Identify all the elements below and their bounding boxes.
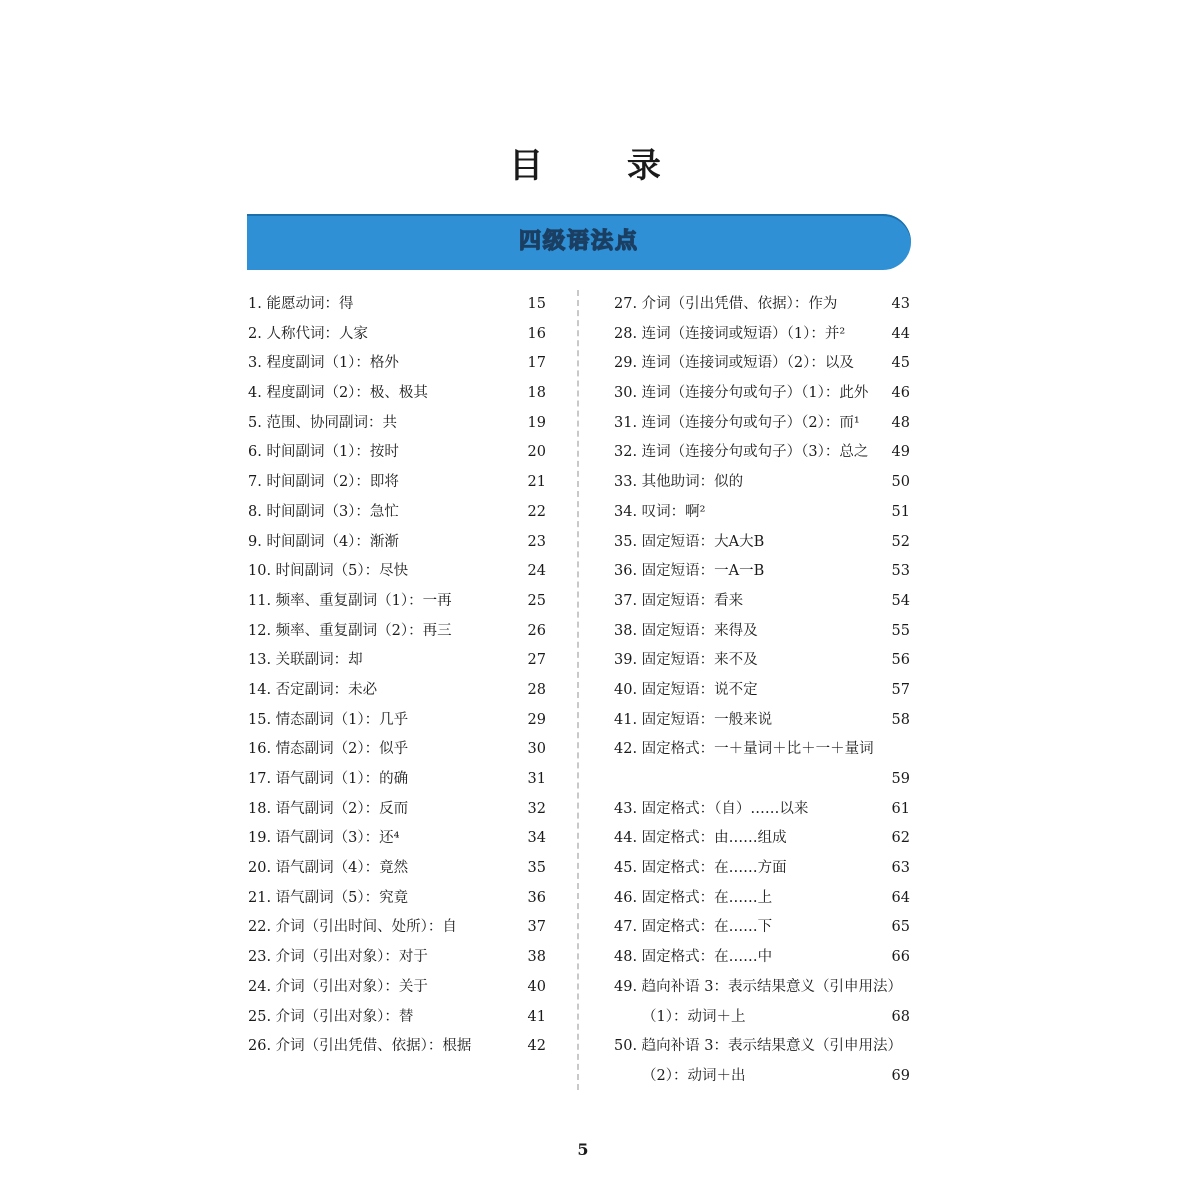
toc-entry-page: 68 bbox=[891, 1008, 910, 1025]
toc-entry-label: 7. 时间副词（2）：即将 bbox=[248, 474, 399, 491]
toc-entry[interactable] bbox=[614, 587, 914, 617]
toc-entry[interactable] bbox=[614, 1032, 914, 1062]
toc-entry-label: 19. 语气副词（3）：还⁴ bbox=[248, 830, 400, 847]
toc-entry-label: 48. 固定格式：在……中 bbox=[614, 949, 773, 966]
toc-entry[interactable] bbox=[248, 349, 560, 379]
toc-entry[interactable] bbox=[248, 617, 560, 647]
toc-entry-page: 36 bbox=[527, 889, 546, 906]
toc-entry-label: 26. 介词（引出凭借、依据）：根据 bbox=[248, 1038, 472, 1055]
toc-entry[interactable] bbox=[614, 706, 914, 736]
toc-entry-label: 1. 能愿动词：得 bbox=[248, 296, 354, 312]
toc-entry[interactable] bbox=[614, 765, 914, 795]
toc-entry[interactable] bbox=[248, 884, 560, 914]
toc-entry-label: 16. 情态副词（2）：似乎 bbox=[248, 741, 409, 758]
toc-entry[interactable] bbox=[248, 765, 560, 795]
toc-entry-label: 33. 其他助词：似的 bbox=[614, 474, 744, 491]
toc-entry-page: 56 bbox=[891, 652, 910, 669]
toc-entry-label: 50. 趋向补语 3：表示结果意义（引申用法） bbox=[614, 1038, 903, 1055]
toc-entry[interactable] bbox=[614, 676, 914, 706]
toc-entry[interactable] bbox=[614, 498, 914, 528]
toc-entry-label: 23. 介词（引出对象）：对于 bbox=[248, 949, 428, 966]
toc-entry-label: 14. 否定副词：未必 bbox=[248, 681, 378, 698]
toc-entry-page: 21 bbox=[527, 474, 546, 491]
toc-entry-label: 15. 情态副词（1）：几乎 bbox=[248, 711, 409, 728]
toc-entry-page: 40 bbox=[527, 978, 546, 995]
toc-entry-page: 54 bbox=[891, 592, 910, 609]
toc-entry-page: 64 bbox=[891, 889, 910, 906]
toc-entry-label: 39. 固定短语：来不及 bbox=[614, 652, 758, 669]
toc-entry-page: 43 bbox=[891, 296, 910, 312]
toc-entry-label: 36. 固定短语：一A一B bbox=[614, 563, 765, 580]
toc-entry[interactable] bbox=[614, 528, 914, 558]
toc-entry-label: 49. 趋向补语 3：表示结果意义（引申用法） bbox=[614, 978, 903, 995]
toc-entry-label: 2. 人称代词：人家 bbox=[248, 325, 368, 342]
toc-entry-label: 13. 关联副词：却 bbox=[248, 652, 363, 669]
toc-entry[interactable] bbox=[248, 706, 560, 736]
toc-entry-page: 37 bbox=[527, 919, 546, 936]
toc-entry-label: 44. 固定格式：由……组成 bbox=[614, 830, 787, 847]
toc-entry[interactable] bbox=[248, 379, 560, 409]
toc-entry[interactable] bbox=[248, 587, 560, 617]
toc-entry[interactable] bbox=[614, 646, 914, 676]
toc-entry[interactable] bbox=[248, 528, 560, 558]
toc-entry-page: 26 bbox=[527, 622, 546, 639]
toc-entry[interactable] bbox=[248, 1003, 560, 1033]
toc-entry[interactable] bbox=[248, 290, 560, 320]
toc-entry-page: 52 bbox=[891, 533, 910, 550]
toc-entry-page: 61 bbox=[891, 800, 910, 817]
toc-entry-page: 30 bbox=[527, 741, 546, 758]
toc-entry-page: 15 bbox=[527, 296, 546, 312]
toc-entry-label: 27. 介词（引出凭借、依据）：作为 bbox=[614, 296, 838, 312]
toc-entry-page: 51 bbox=[891, 503, 910, 520]
toc-entry-page: 27 bbox=[527, 652, 546, 669]
section-banner bbox=[247, 214, 911, 270]
toc-entry[interactable] bbox=[248, 468, 560, 498]
toc-entry-label: 40. 固定短语：说不定 bbox=[614, 681, 758, 698]
toc-entry-page: 45 bbox=[891, 355, 910, 372]
toc-entry-label: 46. 固定格式：在……上 bbox=[614, 889, 773, 906]
toc-entry-page: 32 bbox=[527, 800, 546, 817]
toc-entry-page: 18 bbox=[527, 385, 546, 402]
toc-entry[interactable] bbox=[614, 973, 914, 1003]
toc-entry-label: （2）：动词＋出 bbox=[642, 1067, 746, 1084]
toc-entry-label: 22. 介词（引出时间、处所）：自 bbox=[248, 919, 457, 936]
toc-entry-label: 17. 语气副词（1）：的确 bbox=[248, 771, 409, 787]
toc-entry-label: 38. 固定短语：来得及 bbox=[614, 622, 758, 639]
toc-entry-page: 23 bbox=[527, 533, 546, 550]
toc-entry-page: 58 bbox=[891, 711, 910, 728]
toc-entry-label: 45. 固定格式：在……方面 bbox=[614, 860, 787, 877]
toc-entry[interactable] bbox=[614, 1003, 914, 1033]
toc-entry-label: 4. 程度副词（2）：极、极其 bbox=[248, 385, 428, 402]
toc-entry[interactable] bbox=[248, 824, 560, 854]
toc-entry[interactable] bbox=[248, 676, 560, 706]
toc-entry-label: 29. 连词（连接词或短语）（2）：以及 bbox=[614, 355, 854, 372]
toc-entry-label: 41. 固定短语：一般来说 bbox=[614, 711, 773, 728]
toc-entry-label: （1）：动词＋上 bbox=[642, 1008, 746, 1025]
toc-entry-page: 49 bbox=[891, 444, 910, 461]
toc-entry-page: 25 bbox=[527, 592, 546, 609]
toc-entry[interactable] bbox=[248, 498, 560, 528]
toc-entry-page: 53 bbox=[891, 563, 910, 580]
toc-entry[interactable] bbox=[614, 290, 914, 320]
toc-entry-page: 46 bbox=[891, 385, 910, 402]
toc-entry-label: 5. 范围、协同副词：共 bbox=[248, 414, 397, 431]
toc-entry-page: 65 bbox=[891, 919, 910, 936]
toc-entry-label: 30. 连词（连接分句或句子）（1）：此外 bbox=[614, 385, 869, 402]
toc-entry-label: 47. 固定格式：在……下 bbox=[614, 919, 773, 936]
page-title: 目 录 bbox=[509, 146, 697, 186]
toc-entry[interactable] bbox=[248, 557, 560, 587]
toc-entry-page: 55 bbox=[891, 622, 910, 639]
toc-entry-label: 6. 时间副词（1）：按时 bbox=[248, 444, 399, 461]
toc-entry[interactable] bbox=[614, 557, 914, 587]
toc-entry-label: 21. 语气副词（5）：究竟 bbox=[248, 889, 409, 906]
toc-entry-page: 22 bbox=[527, 503, 546, 520]
section-banner-label: 四级语法点 bbox=[518, 229, 639, 254]
toc-entry-page: 44 bbox=[891, 325, 910, 342]
toc-entry-page: 63 bbox=[891, 860, 910, 877]
toc-entry-page: 16 bbox=[527, 325, 546, 342]
toc-entry[interactable] bbox=[248, 973, 560, 1003]
toc-entry-page: 41 bbox=[527, 1008, 546, 1025]
toc-entry-label: 20. 语气副词（4）：竟然 bbox=[248, 860, 409, 877]
toc-entry[interactable] bbox=[614, 438, 914, 468]
toc-entry[interactable] bbox=[614, 943, 914, 973]
toc-entry[interactable] bbox=[614, 854, 914, 884]
toc-entry-label: 18. 语气副词（2）：反而 bbox=[248, 800, 409, 817]
toc-entry-label: 9. 时间副词（4）：渐渐 bbox=[248, 533, 399, 550]
toc-entry-label: 35. 固定短语：大A大B bbox=[614, 533, 765, 550]
toc-entry[interactable] bbox=[614, 617, 914, 647]
toc-entry[interactable] bbox=[248, 409, 560, 439]
toc-entry[interactable] bbox=[614, 913, 914, 943]
toc-entry[interactable] bbox=[614, 409, 914, 439]
toc-entry-page: 34 bbox=[527, 830, 546, 847]
toc-entry[interactable] bbox=[614, 349, 914, 379]
toc-entry-page: 50 bbox=[891, 474, 910, 491]
toc-entry-page: 35 bbox=[527, 860, 546, 877]
toc-entry[interactable] bbox=[614, 884, 914, 914]
toc-entry-label: 31. 连词（连接分句或句子）（2）：而¹ bbox=[614, 414, 860, 431]
toc-entry-label: 37. 固定短语：看来 bbox=[614, 592, 744, 609]
toc-entry-page: 48 bbox=[891, 414, 910, 431]
toc-entry-page: 38 bbox=[527, 949, 546, 966]
toc-entry[interactable] bbox=[614, 320, 914, 350]
toc-entry-label: 8. 时间副词（3）：急忙 bbox=[248, 503, 399, 520]
toc-entry[interactable] bbox=[248, 913, 560, 943]
toc-right-column bbox=[614, 290, 914, 1092]
toc-entry-page: 66 bbox=[891, 949, 910, 966]
toc-left-column bbox=[248, 290, 560, 1062]
toc-entry[interactable] bbox=[614, 824, 914, 854]
toc-entry[interactable] bbox=[614, 379, 914, 409]
toc-entry-label: 28. 连词（连接词或短语）（1）：并² bbox=[614, 325, 846, 342]
toc-entry-page: 19 bbox=[527, 414, 546, 431]
toc-entry-label: 11. 频率、重复副词（1）：一再 bbox=[248, 592, 452, 609]
toc-entry-page: 17 bbox=[527, 355, 546, 372]
toc-entry-label: 10. 时间副词（5）：尽快 bbox=[248, 563, 409, 580]
toc-entry-page: 20 bbox=[527, 444, 546, 461]
toc-entry-label: 3. 程度副词（1）：格外 bbox=[248, 355, 399, 372]
toc-entry[interactable] bbox=[614, 795, 914, 825]
toc-entry-page: 62 bbox=[891, 830, 910, 847]
toc-entry[interactable] bbox=[248, 1032, 560, 1062]
toc-entry[interactable] bbox=[248, 854, 560, 884]
toc-entry-page: 28 bbox=[527, 681, 546, 698]
toc-entry-label: 42. 固定格式：一＋量词＋比＋一＋量词 bbox=[614, 741, 874, 758]
toc-entry-label: 24. 介词（引出对象）：关于 bbox=[248, 978, 428, 995]
page-number: 5 bbox=[577, 1140, 589, 1159]
toc-entry-page: 57 bbox=[891, 681, 910, 698]
toc-entry-page: 69 bbox=[891, 1067, 910, 1084]
toc-entry-page: 42 bbox=[527, 1038, 546, 1055]
toc-entry[interactable] bbox=[248, 646, 560, 676]
toc-entry-label: 34. 叹词：啊² bbox=[614, 503, 706, 520]
toc-entry[interactable] bbox=[614, 1062, 914, 1092]
toc-entry[interactable] bbox=[248, 438, 560, 468]
toc-entry-page: 59 bbox=[891, 771, 910, 787]
column-divider bbox=[577, 290, 579, 1090]
toc-entry-label: 12. 频率、重复副词（2）：再三 bbox=[248, 622, 452, 639]
toc-entry-page: 24 bbox=[527, 563, 546, 580]
toc-entry[interactable] bbox=[614, 468, 914, 498]
toc-entry-label: 32. 连词（连接分句或句子）（3）：总之 bbox=[614, 444, 869, 461]
toc-entry[interactable] bbox=[614, 735, 914, 765]
toc-entry[interactable] bbox=[248, 735, 560, 765]
toc-entry-page: 29 bbox=[527, 711, 546, 728]
toc-entry-label: 25. 介词（引出对象）：替 bbox=[248, 1008, 414, 1025]
toc-entry[interactable] bbox=[248, 943, 560, 973]
toc-entry[interactable] bbox=[248, 795, 560, 825]
toc-entry[interactable] bbox=[248, 320, 560, 350]
toc-entry-label: 43. 固定格式：（自）……以来 bbox=[614, 800, 809, 817]
toc-entry-page: 31 bbox=[527, 771, 546, 787]
